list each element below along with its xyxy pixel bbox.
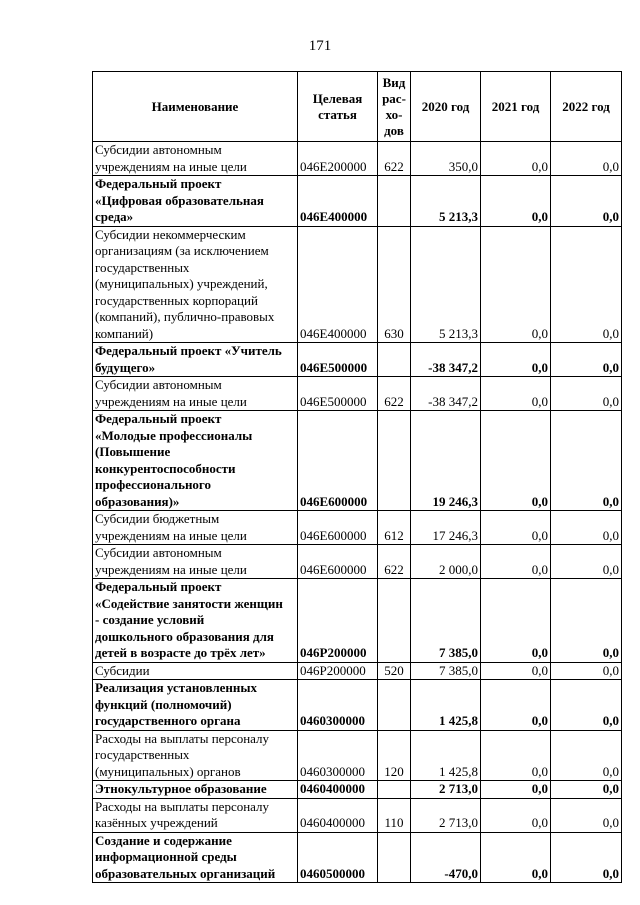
table-row — [93, 142, 622, 176]
cell-2020: 1 425,8 — [411, 730, 481, 781]
header-name: Наименование — [93, 72, 298, 142]
cell-kind: 612 — [378, 511, 411, 545]
cell-2020: -38 347,2 — [411, 377, 481, 411]
cell-name: Федеральный проект «Молодые профессионалы (Повышение конкурентоспособности профессионального образования)» — [93, 411, 298, 511]
cell-name: Субсидии автономным учреждениям на иные цели — [93, 545, 298, 579]
cell-2021: 0,0 — [481, 730, 551, 781]
cell-kind — [378, 781, 411, 799]
cell-name: Субсидии некоммерческим организациям (за исключением государственных (муниципальных) учреждений, государственных корпораций (компаний), публично-правовых компаний) — [93, 226, 298, 343]
cell-code: 0460300000 — [298, 730, 378, 781]
cell-2022: 0,0 — [551, 545, 622, 579]
cell-2021: 0,0 — [481, 411, 551, 511]
table-row — [93, 176, 622, 227]
cell-kind — [378, 832, 411, 883]
cell-2022: 0,0 — [551, 343, 622, 377]
header-2021: 2021 год — [481, 72, 551, 142]
cell-2020: 19 246,3 — [411, 411, 481, 511]
cell-kind: 630 — [378, 226, 411, 343]
cell-2022: 0,0 — [551, 176, 622, 227]
cell-2022: 0,0 — [551, 377, 622, 411]
cell-kind — [378, 579, 411, 663]
cell-2021: 0,0 — [481, 781, 551, 799]
cell-name: Создание и содержание информационной среды образовательных организаций — [93, 832, 298, 883]
cell-2020: 2 000,0 — [411, 545, 481, 579]
cell-code: 0460300000 — [298, 680, 378, 731]
table-row — [93, 545, 622, 579]
cell-2020: 2 713,0 — [411, 781, 481, 799]
cell-code: 046P200000 — [298, 579, 378, 663]
cell-code: 046E500000 — [298, 377, 378, 411]
table-row — [93, 832, 622, 883]
cell-2022: 0,0 — [551, 730, 622, 781]
cell-code: 046P200000 — [298, 662, 378, 680]
table-row — [93, 411, 622, 511]
cell-2021: 0,0 — [481, 377, 551, 411]
cell-2022: 0,0 — [551, 680, 622, 731]
cell-2022: 0,0 — [551, 579, 622, 663]
cell-2020: 5 213,3 — [411, 226, 481, 343]
table-row — [93, 798, 622, 832]
cell-2021: 0,0 — [481, 798, 551, 832]
cell-2021: 0,0 — [481, 511, 551, 545]
table-row — [93, 511, 622, 545]
cell-2020: 17 246,3 — [411, 511, 481, 545]
cell-2021: 0,0 — [481, 142, 551, 176]
table-row — [93, 343, 622, 377]
cell-code: 0460400000 — [298, 781, 378, 799]
cell-2020: 7 385,0 — [411, 662, 481, 680]
cell-2020: 5 213,3 — [411, 176, 481, 227]
cell-2021: 0,0 — [481, 226, 551, 343]
cell-code: 046E600000 — [298, 511, 378, 545]
cell-name: Этнокультурное образование — [93, 781, 298, 799]
cell-2020: 1 425,8 — [411, 680, 481, 731]
table-row — [93, 680, 622, 731]
header-row — [93, 72, 622, 142]
cell-name: Субсидии автономным учреждениям на иные цели — [93, 142, 298, 176]
cell-code: 0460500000 — [298, 832, 378, 883]
cell-kind — [378, 680, 411, 731]
cell-2022: 0,0 — [551, 142, 622, 176]
cell-2020: 7 385,0 — [411, 579, 481, 663]
header-code: Целевая статья — [298, 72, 378, 142]
cell-2021: 0,0 — [481, 545, 551, 579]
cell-2022: 0,0 — [551, 662, 622, 680]
cell-code: 046E500000 — [298, 343, 378, 377]
cell-2021: 0,0 — [481, 832, 551, 883]
cell-2021: 0,0 — [481, 662, 551, 680]
header-2020: 2020 год — [411, 72, 481, 142]
cell-name: Расходы на выплаты персоналу государственных (муниципальных) органов — [93, 730, 298, 781]
cell-name: Федеральный проект «Цифровая образовательная среда» — [93, 176, 298, 227]
budget-table — [92, 71, 622, 883]
cell-2022: 0,0 — [551, 226, 622, 343]
cell-code: 046E600000 — [298, 411, 378, 511]
cell-2020: -470,0 — [411, 832, 481, 883]
cell-kind: 120 — [378, 730, 411, 781]
cell-name: Субсидии бюджетным учреждениям на иные цели — [93, 511, 298, 545]
cell-kind: 622 — [378, 142, 411, 176]
cell-2022: 0,0 — [551, 511, 622, 545]
cell-kind: 110 — [378, 798, 411, 832]
cell-name: Субсидии — [93, 662, 298, 680]
cell-2021: 0,0 — [481, 176, 551, 227]
cell-2020: 350,0 — [411, 142, 481, 176]
cell-2022: 0,0 — [551, 798, 622, 832]
cell-kind: 622 — [378, 545, 411, 579]
cell-kind — [378, 411, 411, 511]
cell-2022: 0,0 — [551, 832, 622, 883]
cell-code: 046E400000 — [298, 226, 378, 343]
header-2022: 2022 год — [551, 72, 622, 142]
table-row — [93, 579, 622, 663]
cell-2020: 2 713,0 — [411, 798, 481, 832]
table-row — [93, 226, 622, 343]
cell-name: Расходы на выплаты персоналу казённых учреждений — [93, 798, 298, 832]
cell-name: Субсидии автономным учреждениям на иные цели — [93, 377, 298, 411]
cell-2021: 0,0 — [481, 579, 551, 663]
cell-2021: 0,0 — [481, 680, 551, 731]
cell-code: 046E200000 — [298, 142, 378, 176]
cell-name: Реализация установленных функций (полномочий) государственного органа — [93, 680, 298, 731]
cell-code: 046E400000 — [298, 176, 378, 227]
cell-2021: 0,0 — [481, 343, 551, 377]
cell-kind — [378, 343, 411, 377]
table-body — [93, 142, 622, 883]
cell-kind: 520 — [378, 662, 411, 680]
cell-name: Федеральный проект «Учитель будущего» — [93, 343, 298, 377]
table-row — [93, 781, 622, 799]
cell-2020: -38 347,2 — [411, 343, 481, 377]
table-row — [93, 662, 622, 680]
cell-2022: 0,0 — [551, 781, 622, 799]
table-row — [93, 730, 622, 781]
table-row — [93, 377, 622, 411]
page-number: 171 — [308, 38, 332, 54]
cell-name: Федеральный проект «Содействие занятости женщин - создание условий дошкольного образования для детей в возрасте до трёх лет» — [93, 579, 298, 663]
cell-code: 046E600000 — [298, 545, 378, 579]
cell-kind: 622 — [378, 377, 411, 411]
header-kind: Вид рас-хо-дов — [378, 72, 411, 142]
cell-2022: 0,0 — [551, 411, 622, 511]
cell-kind — [378, 176, 411, 227]
cell-code: 0460400000 — [298, 798, 378, 832]
